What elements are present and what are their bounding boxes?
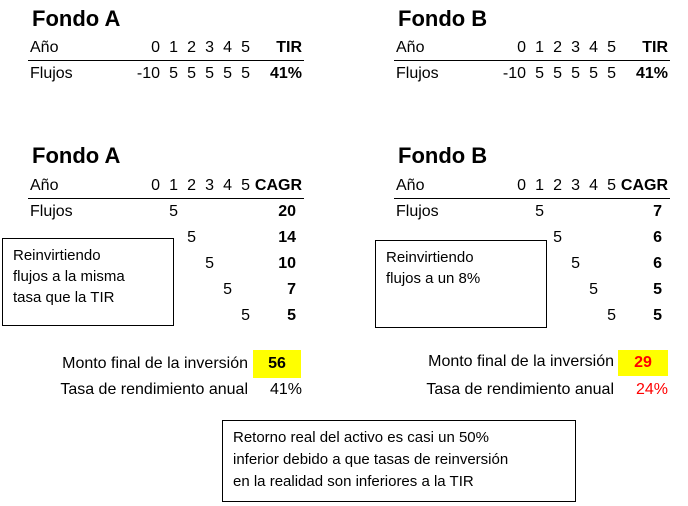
year-header: Año <box>396 39 425 56</box>
flow-5: 5 <box>607 65 616 82</box>
flow-year-5: 5 <box>241 307 250 324</box>
fund-a-title: Fondo A <box>32 6 121 31</box>
cagr-header: CAGR <box>254 177 302 194</box>
cagr-value-1: 20 <box>278 203 296 220</box>
annual-rate-label: Tasa de rendimiento anual <box>426 381 614 398</box>
period-0: 0 <box>151 39 160 56</box>
period-5: 5 <box>241 39 250 56</box>
reinvest-note: Reinvirtiendo flujos a la misma tasa que la TIR <box>2 238 174 326</box>
cagr-header: CAGR <box>620 177 668 194</box>
annual-rate-label: Tasa de rendimiento anual <box>60 381 248 398</box>
flow-1: 5 <box>169 65 178 82</box>
tir-header: TIR <box>642 39 668 56</box>
cagr-value-1: 7 <box>653 203 662 220</box>
flows-label: Flujos <box>396 65 439 82</box>
cagr-value-2: 6 <box>653 229 662 246</box>
year-header: Año <box>30 39 59 56</box>
period-0: 0 <box>151 177 160 194</box>
period-2: 2 <box>187 39 196 56</box>
flow-year-5: 5 <box>607 307 616 324</box>
period-4: 4 <box>589 39 598 56</box>
period-3: 3 <box>571 177 580 194</box>
flow-4: 5 <box>589 65 598 82</box>
period-1: 1 <box>535 39 544 56</box>
flow-5: 5 <box>241 65 250 82</box>
period-5: 5 <box>241 177 250 194</box>
cagr-value-3: 10 <box>278 255 296 272</box>
period-4: 4 <box>223 39 232 56</box>
period-0: 0 <box>517 39 526 56</box>
tir-header: TIR <box>276 39 302 56</box>
header-divider <box>28 198 304 199</box>
period-1: 1 <box>535 177 544 194</box>
final-amount-value: 29 <box>618 350 668 376</box>
tir-value: 41% <box>635 65 668 82</box>
flow-2: 5 <box>553 65 562 82</box>
annual-rate-value: 41% <box>269 381 302 398</box>
period-2: 2 <box>187 177 196 194</box>
year-header: Año <box>30 177 59 194</box>
cagr-value-4: 7 <box>287 281 296 298</box>
final-amount-label: Monto final de la inversión <box>428 353 614 370</box>
period-0: 0 <box>517 177 526 194</box>
flow-year-4: 5 <box>589 281 598 298</box>
flow-2: 5 <box>187 65 196 82</box>
period-3: 3 <box>205 39 214 56</box>
year-header: Año <box>396 177 425 194</box>
flows-label: Flujos <box>30 203 73 220</box>
header-divider <box>28 60 304 61</box>
flow-3: 5 <box>571 65 580 82</box>
flow-year-2: 5 <box>553 229 562 246</box>
tir-value: 41% <box>269 65 302 82</box>
flow-3: 5 <box>205 65 214 82</box>
period-5: 5 <box>607 177 616 194</box>
flows-label: Flujos <box>30 65 73 82</box>
period-3: 3 <box>571 39 580 56</box>
annual-rate-value: 24% <box>635 381 668 398</box>
flow-year-3: 5 <box>205 255 214 272</box>
flow-year-1: 5 <box>169 203 178 220</box>
flow-year-1: 5 <box>535 203 544 220</box>
cagr-value-4: 5 <box>653 281 662 298</box>
flow-year-3: 5 <box>571 255 580 272</box>
period-5: 5 <box>607 39 616 56</box>
fund-a-title: Fondo A <box>32 143 121 168</box>
cagr-value-5: 5 <box>653 307 662 324</box>
period-2: 2 <box>553 177 562 194</box>
header-divider <box>394 60 670 61</box>
period-2: 2 <box>553 39 562 56</box>
period-1: 1 <box>169 39 178 56</box>
flow-year-2: 5 <box>187 229 196 246</box>
flow-1: 5 <box>535 65 544 82</box>
period-4: 4 <box>223 177 232 194</box>
final-amount-label: Monto final de la inversión <box>62 355 248 372</box>
fund-b-title: Fondo B <box>398 6 488 31</box>
conclusion-note: Retorno real del activo es casi un 50% inferior debido a que tasas de reinversión en la realidad son inferiores a la TIR <box>222 420 576 502</box>
flows-label: Flujos <box>396 203 439 220</box>
period-3: 3 <box>205 177 214 194</box>
final-amount-value: 56 <box>253 350 301 378</box>
flow-4: 5 <box>223 65 232 82</box>
cagr-value-3: 6 <box>653 255 662 272</box>
flow-year-4: 5 <box>223 281 232 298</box>
flow-0: -10 <box>136 65 160 82</box>
fund-b-title: Fondo B <box>398 143 488 168</box>
header-divider <box>394 198 670 199</box>
cagr-value-2: 14 <box>278 229 296 246</box>
flow-0: -10 <box>502 65 526 82</box>
reinvest-note: Reinvirtiendo flujos a un 8% <box>375 240 547 328</box>
cagr-value-5: 5 <box>287 307 296 324</box>
period-1: 1 <box>169 177 178 194</box>
period-4: 4 <box>589 177 598 194</box>
